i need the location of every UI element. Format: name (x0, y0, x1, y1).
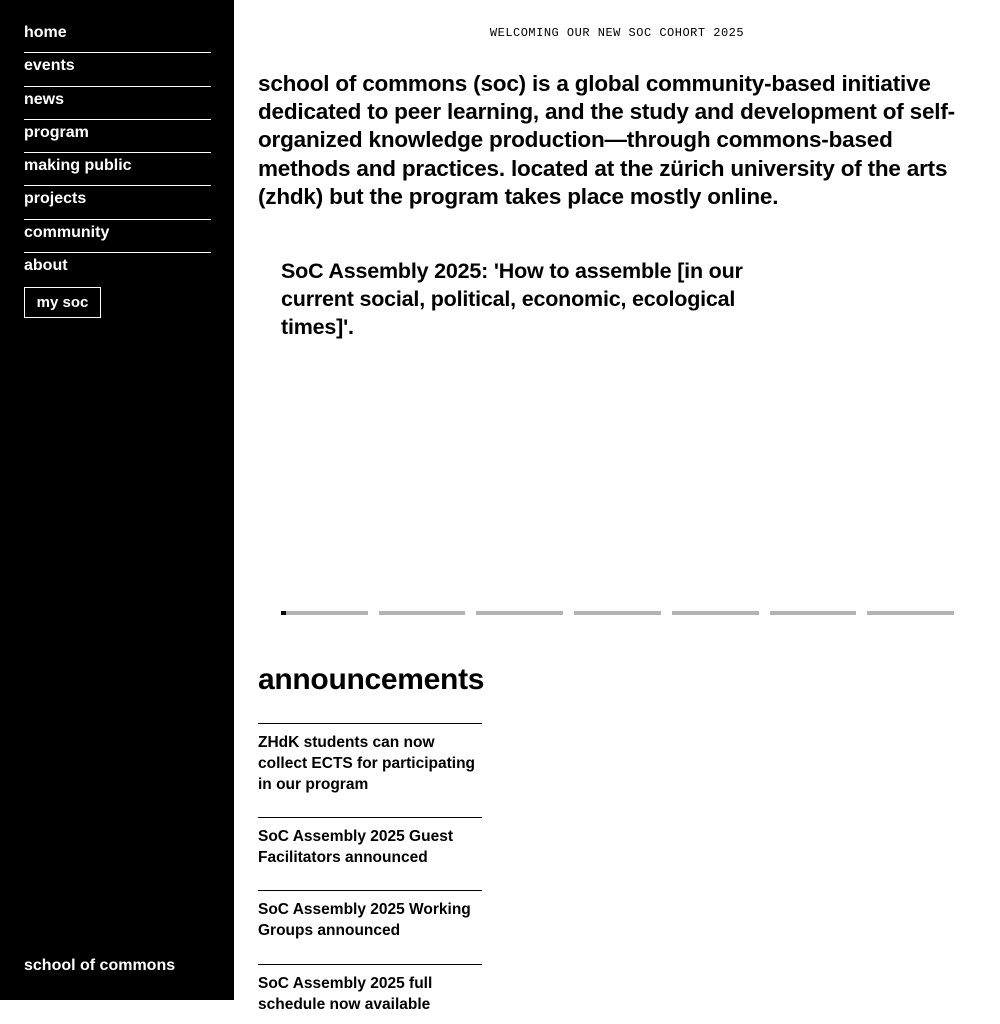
nav-item-home[interactable]: home (24, 20, 211, 53)
slide-indicator-4[interactable] (574, 611, 661, 615)
nav-item-events[interactable]: events (24, 53, 211, 86)
slide-title[interactable]: SoC Assembly 2025: 'How to assemble [in our current social, political, economic, ecological times]'. (281, 259, 743, 340)
slide-progress-fill (281, 611, 286, 615)
intro-text: school of commons (soc) is a global community-based initiative dedicated to peer learning, and the study and development of self-organized knowledge production—through commons-based methods and practices. located at the zürich university of the arts (zhdk) but the program takes place mostly online. (258, 71, 955, 209)
slide-indicator-3[interactable] (476, 611, 563, 615)
nav-item-projects[interactable]: projects (24, 186, 211, 219)
announcement-item[interactable]: ZHdK students can now collect ECTS for participating in our program (258, 723, 482, 817)
announcement-item[interactable]: SoC Assembly 2025 full schedule now available (258, 964, 482, 1024)
announcement-item[interactable]: SoC Assembly 2025 Working Groups announced (258, 890, 482, 964)
announcement-ticker[interactable]: WELCOMING OUR NEW SOC COHORT 2025 (489, 26, 745, 40)
my-soc-button[interactable]: my soc (24, 287, 101, 318)
slide-indicator-5[interactable] (672, 611, 759, 615)
slide-indicator-7[interactable] (867, 611, 954, 615)
nav-item-about[interactable]: about (24, 257, 68, 275)
slide-indicator-2[interactable] (379, 611, 466, 615)
slideshow-progress (281, 611, 954, 616)
nav-item-community[interactable]: community (24, 220, 211, 253)
sidebar (0, 0, 234, 1000)
site-name-link[interactable]: school of commons (24, 957, 176, 974)
main-content (234, 0, 1000, 1013)
slide-indicator-1[interactable] (281, 611, 368, 615)
nav-item-news[interactable]: news (24, 87, 211, 120)
nav-item-program[interactable]: program (24, 120, 211, 153)
announcement-item[interactable]: SoC Assembly 2025 Guest Facilitators announced (258, 817, 482, 890)
announcements-heading: announcements (258, 663, 485, 696)
main-nav (24, 20, 211, 286)
announcements-list (258, 723, 482, 1024)
nav-item-making-public[interactable]: making public (24, 153, 211, 186)
slide-indicator-6[interactable] (770, 611, 857, 615)
